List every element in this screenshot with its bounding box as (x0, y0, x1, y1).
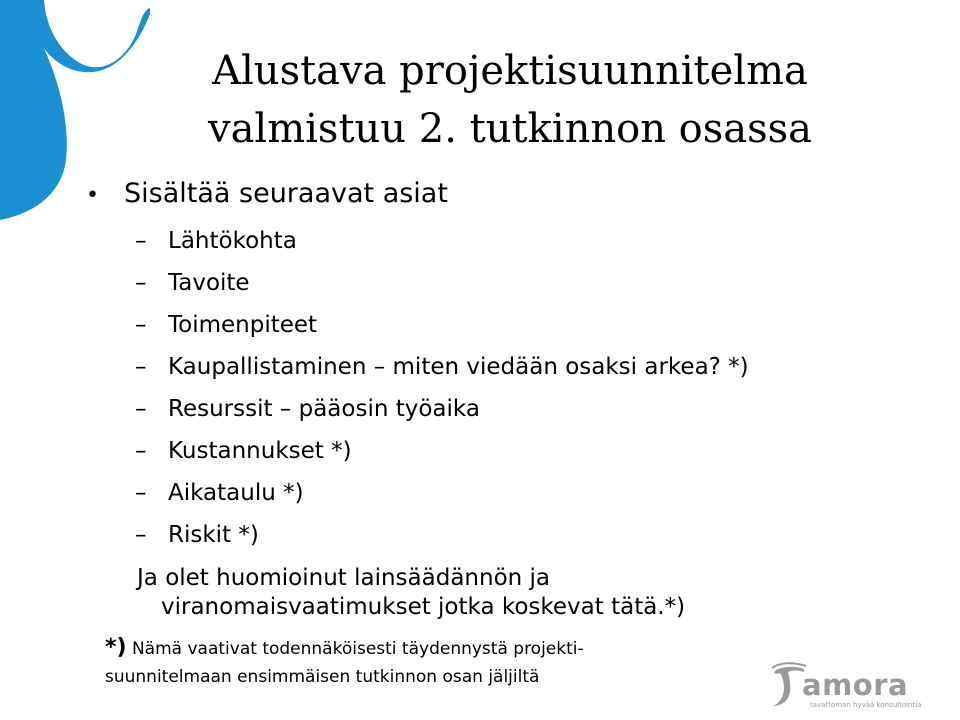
sub-item-text: Kaupallistaminen – miten viedään osaksi arkea? *) (168, 354, 749, 380)
sub-item-list (135, 220, 749, 556)
sub-item-text: Toimenpiteet (168, 312, 318, 338)
dash-icon: – (135, 354, 147, 380)
sub-item-text: Lähtökohta (168, 228, 297, 254)
footnote-line-2: suunnitelmaan ensimmäisen tutkinnon osan jäljiltä (105, 667, 540, 687)
sub-item-text: Resurssit – pääosin työaika (168, 396, 480, 422)
sub-item-text: Riskit *) (168, 522, 259, 548)
dash-icon: – (135, 228, 147, 254)
sub-item-resurssit (135, 388, 749, 430)
sub-item-tavoite (135, 262, 749, 304)
brand-name: amora (802, 668, 909, 702)
tamora-logo (770, 660, 922, 710)
sub-item-toimenpiteet (135, 304, 749, 346)
footnote-mark: *) (105, 635, 127, 660)
slide-title (180, 42, 840, 158)
dash-icon: – (135, 522, 147, 548)
sub-item-text: Kustannukset *) (168, 438, 352, 464)
legislation-note-line-2: viranomaisvaatimukset jotka koskevat tätä.*) (161, 594, 686, 620)
sub-item-kaupallistaminen (135, 346, 749, 388)
dash-icon: – (135, 312, 147, 338)
dash-icon: – (135, 396, 147, 422)
slide-title-line-1: Alustava projektisuunnitelma (212, 48, 808, 94)
sub-item-text: Aikataulu *) (168, 480, 304, 506)
footnote-line-1: Nämä vaativat todennäköisesti täydennystä projekti- (131, 639, 584, 659)
sub-item-aikataulu (135, 472, 749, 514)
dash-icon: – (135, 480, 147, 506)
sub-item-text: Tavoite (168, 270, 250, 296)
sub-item-lahtokohta (135, 220, 749, 262)
footnote (105, 634, 584, 691)
sub-item-kustannukset (135, 430, 749, 472)
slide-title-line-2: valmistuu 2. tutkinnon osassa (207, 106, 813, 152)
bullet-dot-icon: • (86, 183, 99, 208)
dash-icon: – (135, 270, 147, 296)
sub-item-riskit (135, 514, 749, 556)
legislation-note-line-1: Ja olet huomioinut lainsäädännön ja (137, 565, 551, 591)
main-bullet (86, 174, 448, 216)
dash-icon: – (135, 438, 147, 464)
brand-tagline: tavattoman hyvää konsultointia (810, 701, 922, 709)
legislation-note (137, 564, 685, 622)
main-bullet-text: Sisältää seuraavat asiat (124, 178, 448, 209)
